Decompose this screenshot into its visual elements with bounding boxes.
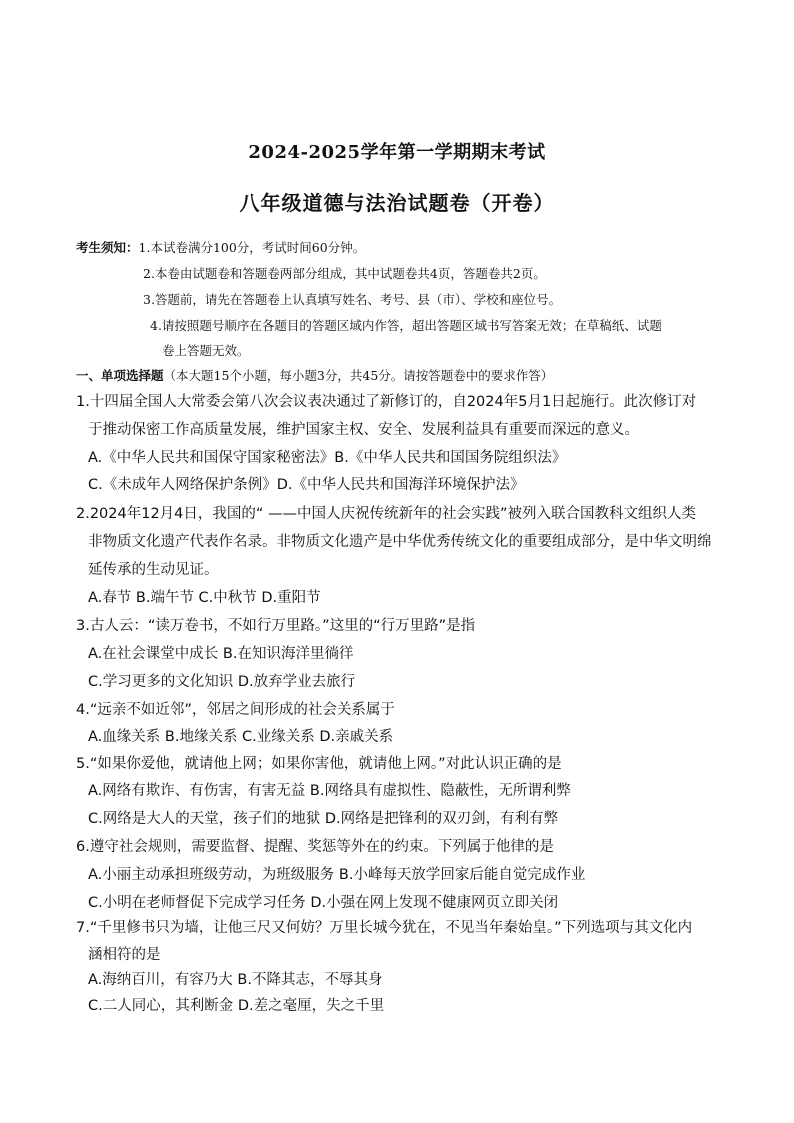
question-5-options-1: A.网络有欺诈、有伤害，有害无益 B.网络具有虚拟性、隐蔽性，无所谓利弊 bbox=[88, 783, 571, 799]
question-1-line-1: 1.十四届全国人大常委会第八次会议表决通过了新修订的，自2024年5月1日起施行。此次修订对 bbox=[76, 394, 697, 410]
question-3-options-1: A.在社会课堂中成长 B.在知识海洋里徜徉 bbox=[88, 646, 354, 662]
notes-item-3: 3.答题前，请先在答题卷上认真填写姓名、考号、县（市）、学校和座位号。 bbox=[143, 292, 562, 307]
question-6-line-1: 6.遵守社会规则，需要监督、提醒、奖惩等外在的约束。下列属于他律的是 bbox=[76, 839, 554, 855]
question-5-line-1: 5.“如果你爱他，就请他上网；如果你害他，就请他上网。”对此认识正确的是 bbox=[76, 756, 562, 772]
notes-item-1: 1.本试卷满分100分，考试时间60分钟。 bbox=[138, 240, 366, 255]
section-title: 一、单项选择题 bbox=[76, 368, 164, 383]
question-2-line-1: 2.2024年12月4日，我国的“ ——中国人庆祝传统新年的社会实践”被列入联合国教科文组织人类 bbox=[76, 506, 697, 522]
exam-subtitle: 八年级道德与法治试题卷（开卷） bbox=[239, 191, 555, 215]
question-5-options-2: C.网络是大人的天堂，孩子们的地狱 D.网络是把锋利的双刃剑，有利有弊 bbox=[88, 811, 559, 827]
question-7-line-2: 涵相符的是 bbox=[88, 947, 161, 963]
question-2-line-3: 延传承的生动见证。 bbox=[88, 562, 219, 578]
question-3-line-1: 3.古人云：“读万卷书，不如行万里路。”这里的“行万里路”是指 bbox=[76, 618, 476, 634]
notes-label: 考生须知： bbox=[76, 240, 139, 255]
exam-title: 2024-2025学年第一学期期末考试 bbox=[248, 142, 546, 163]
question-4-options: A.血缘关系 B.地缘关系 C.业缘关系 D.亲戚关系 bbox=[88, 729, 394, 745]
question-6-options-2: C.小明在老师督促下完成学习任务 D.小强在网上发现不健康网页立即关闭 bbox=[88, 895, 559, 911]
section-desc: （本大题15个小题，每小题3分，共45分。请按答题卷中的要求作答） bbox=[163, 368, 554, 383]
question-2-options: A.春节 B.端午节 C.中秋节 D.重阳节 bbox=[88, 590, 321, 606]
section-heading bbox=[76, 366, 553, 384]
question-2-line-2: 非物质文化遗产代表作名录。非物质文化遗产是中华优秀传统文化的重要组成部分，是中华文明绵 bbox=[88, 534, 712, 550]
question-6-options-1: A.小丽主动承担班级劳动，为班级服务 B.小峰每天放学回家后能自觉完成作业 bbox=[88, 867, 586, 883]
notes-item-4: 4.请按照题号顺序在各题目的答题区域内作答，超出答题区域书写答案无效；在草稿纸、试题 bbox=[150, 318, 662, 333]
question-4-line-1: 4.“远亲不如近邻”，邻居之间形成的社会关系属于 bbox=[76, 702, 395, 718]
notes-line-1 bbox=[76, 240, 365, 256]
question-1-line-2: 于推动保密工作高质量发展，维护国家主权、安全、发展利益具有重要而深远的意义。 bbox=[88, 422, 639, 438]
question-1-options-2: C.《未成年人网络保护条例》D.《中华人民共和国海洋环境保护法》 bbox=[88, 477, 525, 493]
question-1-options-1: A.《中华人民共和国保守国家秘密法》B.《中华人民共和国国务院组织法》 bbox=[88, 450, 567, 466]
notes-item-2: 2.本卷由试题卷和答题卷两部分组成，其中试题卷共4页，答题卷共2页。 bbox=[143, 266, 546, 281]
question-7-options-1: A.海纳百川，有容乃大 B.不降其志，不辱其身 bbox=[88, 972, 383, 988]
notes-item-4-cont: 卷上答题无效。 bbox=[162, 343, 250, 358]
question-3-options-2: C.学习更多的文化知识 D.放弃学业去旅行 bbox=[88, 674, 356, 690]
question-7-options-2: C.二人同心，其利断金 D.差之毫厘，失之千里 bbox=[88, 998, 385, 1014]
question-7-line-1: 7.“千里修书只为墙，让他三尺又何妨？万里长城今犹在，不见当年秦始皇。”下列选项与其文化内 bbox=[76, 920, 693, 936]
